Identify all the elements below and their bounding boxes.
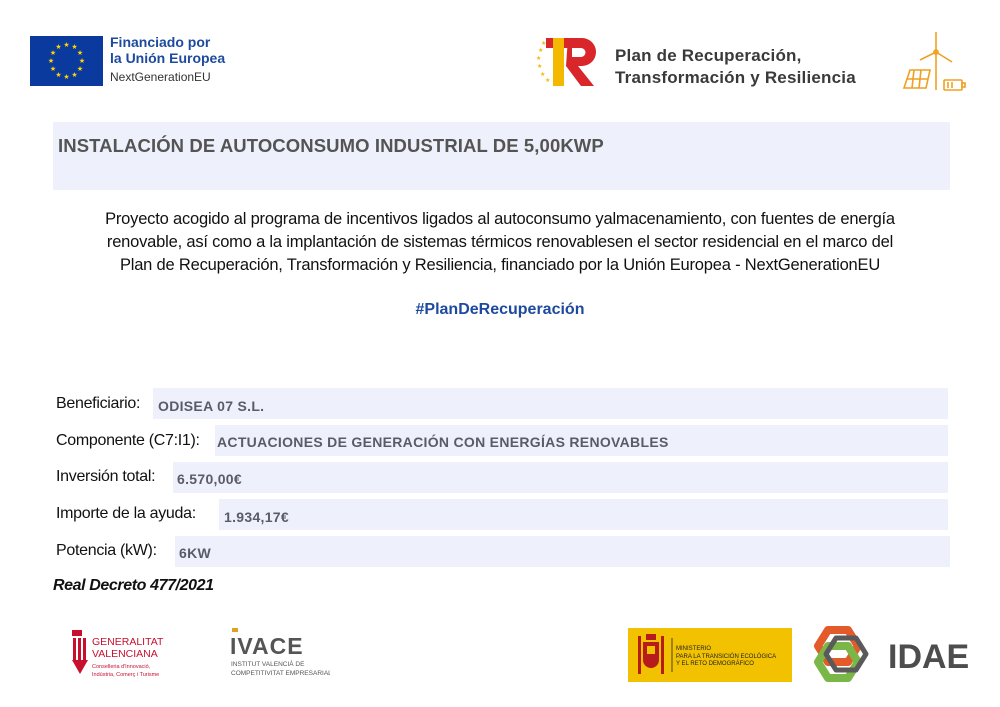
importe-value: 1.934,17€: [224, 509, 289, 525]
eu-funding-line2: la Unión Europea: [110, 50, 226, 66]
svg-text:★: ★: [55, 71, 62, 79]
gv-line2: VALENCIANA: [92, 648, 158, 660]
svg-text:★: ★: [540, 71, 546, 78]
ministerio-line3: Y EL RETO DEMOGRÁFICO: [676, 661, 754, 667]
ministerio-logo: [628, 628, 792, 682]
idae-knot-icon: [818, 630, 866, 678]
project-title: INSTALACIÓN DE AUTOCONSUMO INDUSTRIAL DE 5,00KWP: [58, 135, 604, 156]
potencia-label: Potencia (kW):: [56, 542, 157, 559]
beneficiario-row-band: [153, 388, 948, 419]
generalitat-valenciana-logo: [70, 628, 180, 682]
prtr-title-line1: Plan de Recuperación,: [615, 46, 802, 65]
ivace-name: IVACE: [230, 633, 304, 659]
wind-solar-battery-icon: [900, 30, 968, 96]
prtr-title: [615, 45, 856, 89]
svg-text:★: ★: [76, 65, 84, 73]
hashtag: #PlanDeRecuperación: [415, 301, 585, 318]
beneficiario-value: ODISEA 07 S.L.: [158, 398, 265, 414]
svg-text:★: ★: [541, 40, 547, 47]
eu-flag-icon: [30, 36, 103, 86]
svg-text:★: ★: [63, 41, 70, 49]
ministerio-line1: MINISTERIO: [676, 646, 712, 652]
svg-text:★: ★: [78, 57, 86, 65]
prtr-title-line2: Transformación y Resiliencia: [615, 68, 856, 87]
gv-line3: Conselleria d'Innovació,: [92, 664, 151, 670]
eu-funding-line1: Financiado por: [110, 34, 211, 50]
svg-text:★: ★: [71, 43, 78, 51]
svg-text:★: ★: [49, 49, 57, 57]
svg-text:★: ★: [538, 47, 544, 54]
ministerio-line2: PARA LA TRANSICIÓN ECOLÓGICA: [676, 654, 777, 660]
inversion-value: 6.570,00€: [177, 471, 242, 487]
ivace-line2: COMPETITIVITAT EMPRESARIAL: [231, 670, 330, 677]
svg-text:★: ★: [49, 65, 57, 73]
potencia-row-band: [175, 536, 950, 567]
description-line2: renovable, así como a la implantación de sistemas térmicos renovablesen el sector residencial en el marco del: [106, 233, 894, 251]
eu-funding-line3: NextGenerationEU: [110, 70, 211, 84]
svg-text:★: ★: [76, 49, 84, 57]
ivace-logo: [230, 628, 330, 682]
potencia-value: 6KW: [179, 545, 212, 561]
svg-text:★: ★: [537, 63, 543, 70]
idae-logo: [806, 626, 971, 682]
beneficiario-label: Beneficiario:: [56, 395, 141, 412]
componente-value: ACTUACIONES DE GENERACIÓN CON ENERGÍAS RENOVABLES: [217, 434, 669, 450]
svg-text:★: ★: [55, 43, 62, 51]
description-line3: Plan de Recuperación, Transformación y Resiliencia, financiado por la Unión Europea - NextGenerationEU: [119, 256, 881, 274]
inversion-label: Inversión total:: [56, 468, 156, 485]
gv-line4: Indústria, Comerç i Turisme: [92, 672, 160, 678]
svg-text:★: ★: [47, 57, 55, 65]
svg-text:★: ★: [536, 55, 542, 62]
importe-label: Importe de la ayuda:: [56, 505, 196, 522]
prtr-logo-icon: [536, 34, 600, 90]
componente-label: Componente (C7:I1):: [56, 432, 200, 449]
ivace-line1: INSTITUT VALENCIÀ DE: [231, 661, 305, 668]
svg-text:★: ★: [63, 73, 70, 81]
gv-line1: GENERALITAT: [92, 636, 164, 648]
importe-row-band: [219, 499, 948, 530]
svg-text:★: ★: [71, 71, 78, 79]
description-line1: Proyecto acogido al programa de incentivos ligados al autoconsumo yalmacenamiento, con fuentes de energía: [105, 210, 895, 228]
idae-name: IDAE: [888, 638, 970, 676]
generalitat-coat-icon: [72, 630, 88, 674]
svg-text:★: ★: [545, 77, 551, 84]
inversion-row-band: [173, 462, 948, 493]
project-description: [58, 208, 942, 277]
eu-funding-text: [110, 34, 225, 85]
real-decreto: Real Decreto 477/2021: [53, 577, 214, 594]
